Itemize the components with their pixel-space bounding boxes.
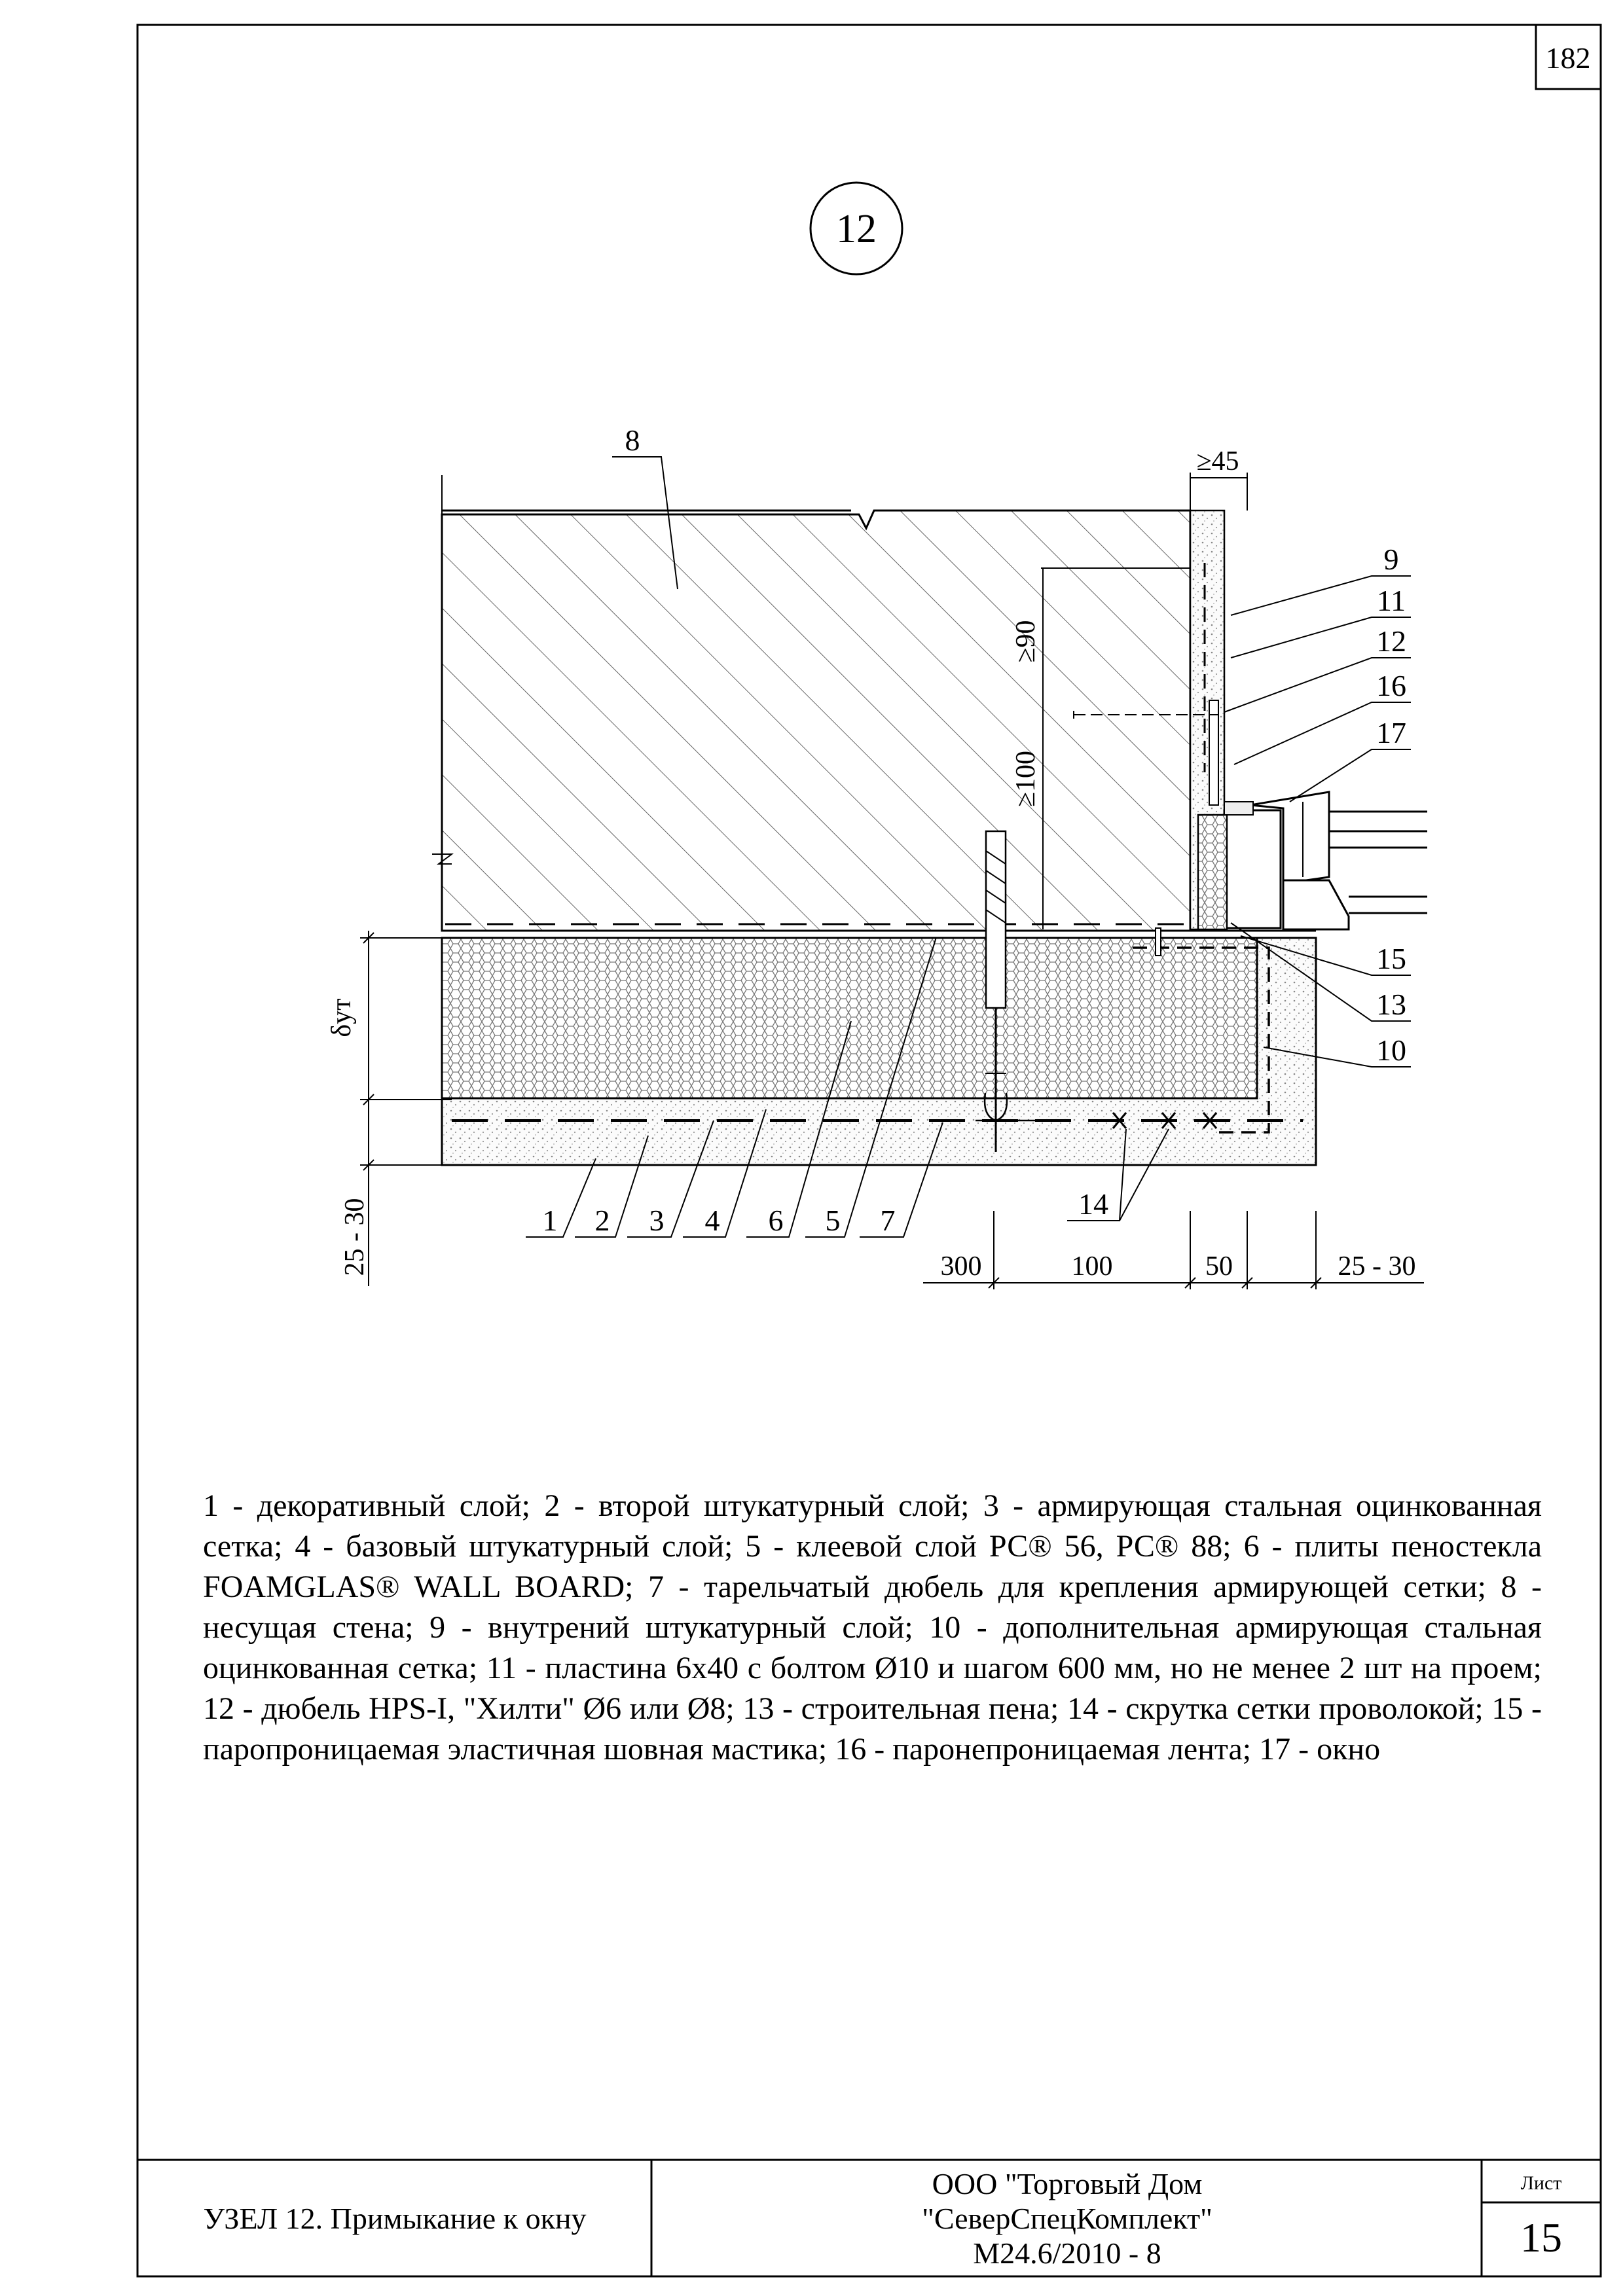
drawing-title: УЗЕЛ 12. Примыкание к окну: [203, 2202, 587, 2235]
detail-marker-number: 12: [836, 207, 877, 251]
sheet-label: Лист: [1520, 2172, 1562, 2194]
callout-5: 5: [825, 1204, 841, 1237]
callout-9: 9: [1383, 543, 1399, 576]
callout-4: 4: [704, 1204, 720, 1237]
callout-8: 8: [625, 423, 640, 457]
window-screw: [1156, 928, 1161, 956]
callout-11: 11: [1376, 584, 1406, 617]
dim-insulation: δут: [327, 998, 357, 1037]
callout-16: 16: [1376, 669, 1406, 702]
dim-bottom-3: 50: [1205, 1251, 1233, 1282]
callout-12: 12: [1376, 624, 1406, 658]
dim-bottom-4: 25 - 30: [1338, 1251, 1416, 1282]
callout-1: 1: [542, 1204, 558, 1237]
callout-2: 2: [594, 1204, 610, 1237]
document-code: М24.6/2010 - 8: [973, 2236, 1161, 2270]
callout-7: 7: [880, 1204, 896, 1237]
legend-text: 1 - декоративный слой; 2 - второй штукатурный слой; 3 - армирующая стальная оцинкованная сетка; 4 - базовый штукатурный слой; 5 - клеевой слой РС® 56, РС® 88; 6 - плиты пеностекла FOAMGLAS® WALL BOARD; 7 - тарельчатый дюбель для крепления армирующей сетки; 8 - несущая стена; 9 - внутрений штукатурный слой; 10 - дополнительная армирующая стальная оцинкованная сетка; 11 - пластина 6х40 с болтом Ø10 и шагом 600 мм, но не менее 2 шт на проем; 12 - дюбель HPS-I, "Хилти" Ø6 или Ø8; 13 - строительная пена; 14 - скрутка сетки проволокой; 15 - паропроницаемая эластичная шовная мастика; 16 - паронепроницаемая лента; 17 - окно: [203, 1488, 1542, 1767]
anchor-bracket: [1209, 700, 1218, 805]
mounting-foam: [1198, 815, 1227, 929]
load-bearing-wall: [442, 511, 1190, 931]
dim-anchor-100: ≥100: [1011, 750, 1041, 808]
dim-bottom-1: 300: [940, 1251, 982, 1282]
callout-14: 14: [1078, 1187, 1108, 1221]
callout-15: 15: [1376, 942, 1406, 975]
dim-bottom-2: 100: [1071, 1251, 1113, 1282]
dim-anchor-90: ≥90: [1011, 620, 1041, 663]
callout-3: 3: [649, 1204, 665, 1237]
company-line-1: ООО "Торговый Дом: [932, 2167, 1203, 2200]
sheet-number: 182: [1545, 41, 1591, 75]
company-line-2: "СеверСпецКомплект": [922, 2202, 1213, 2235]
dim-top: ≥45: [1196, 446, 1239, 476]
dim-render: 25 - 30: [340, 1198, 370, 1276]
callout-6: 6: [768, 1204, 784, 1237]
foam-glass-boards: [442, 938, 1257, 1098]
callout-13: 13: [1376, 988, 1406, 1021]
window-frame: [1224, 792, 1427, 929]
vapor-tape: [1224, 802, 1253, 815]
callout-17: 17: [1376, 716, 1406, 749]
sheet-value: 15: [1520, 2214, 1562, 2261]
callout-10: 10: [1376, 1033, 1406, 1067]
